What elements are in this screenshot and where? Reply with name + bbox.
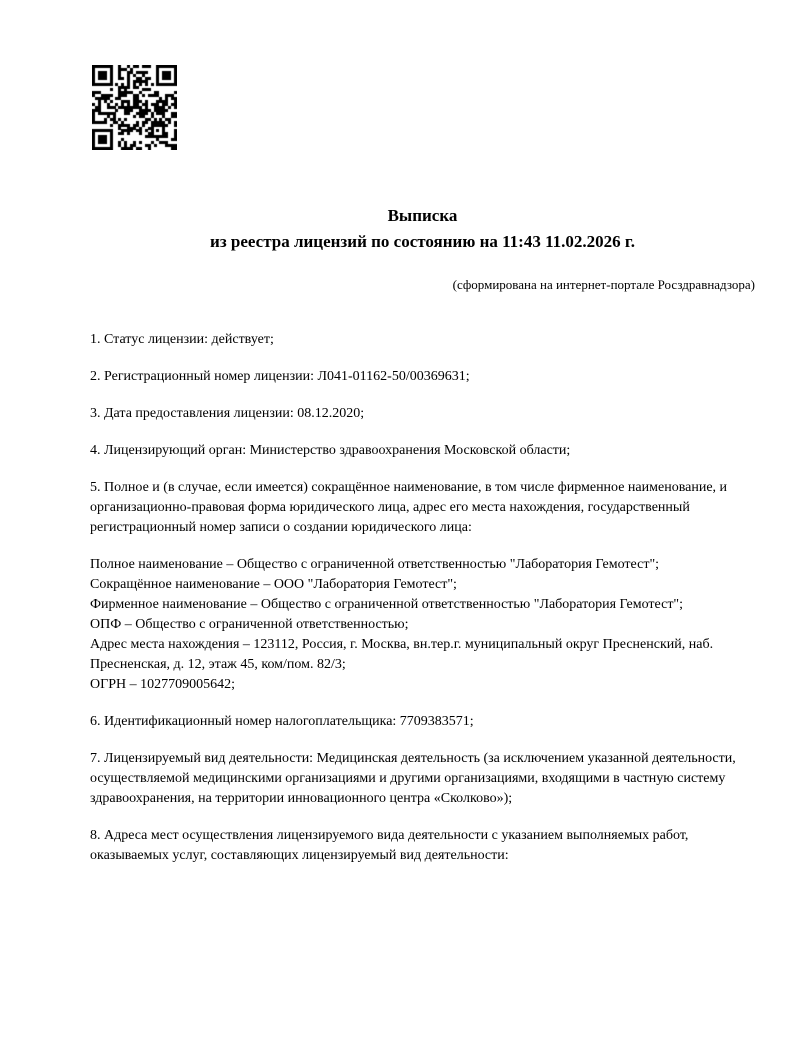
- org-address: Адрес места нахождения – 123112, Россия, г. Москва, вн.тер.г. муниципальный округ Пресненский, наб. Пресненская, д. 12, этаж 45, ком/пом. 82/3;: [90, 637, 714, 672]
- licensing-authority: 4. Лицензирующий орган: Министерство здравоохранения Московской области;: [90, 443, 571, 458]
- taxpayer-inn: 6. Идентификационный номер налогоплательщика: 7709383571;: [90, 714, 474, 729]
- org-details-block: [90, 555, 755, 695]
- license-grant-date: 3. Дата предоставления лицензии: 08.12.2020;: [90, 406, 365, 421]
- licensed-activity: 7. Лицензируемый вид деятельности: Медицинская деятельность (за исключением указанной деятельности, осуществляемой медицинскими организациями и другими организациями, входящими в частную систему здравоохранения, на территории инновационного центра «Сколково»);: [90, 751, 736, 806]
- title-line-2: из реестра лицензий по состоянию на 11:43 11.02.2026 г.: [210, 232, 635, 251]
- license-registration-number: 2. Регистрационный номер лицензии: Л041-01162-50/00369631;: [90, 369, 470, 384]
- org-legal-form: ОПФ – Общество с ограниченной ответственностью;: [90, 617, 409, 632]
- activity-addresses-heading: 8. Адреса мест осуществления лицензируемого вида деятельности с указанием выполняемых работ, оказываемых услуг, составляющих лицензируемый вид деятельности:: [90, 828, 689, 863]
- document-title: [90, 203, 755, 255]
- org-name-section-heading: 5. Полное и (в случае, если имеется) сокращённое наименование, в том числе фирменное наименование, и организационно-правовая форма юридического лица, адрес его места нахождения, государственный регистрационный номер записи о создании юридического лица:: [90, 480, 728, 535]
- document-body: [90, 330, 755, 866]
- org-short-name: Сокращённое наименование – ООО "Лаборатория Гемотест";: [90, 577, 457, 592]
- org-ogrn: ОГРН – 1027709005642;: [90, 677, 235, 692]
- org-full-name: Полное наименование – Общество с ограниченной ответственностью "Лаборатория Гемотест";: [90, 557, 660, 572]
- document-content: [90, 203, 755, 883]
- org-brand-name: Фирменное наименование – Общество с ограниченной ответственностью "Лаборатория Гемотест";: [90, 597, 684, 612]
- title-line-1: Выписка: [387, 206, 458, 225]
- document-subtitle: (сформирована на интернет-портале Росздравнадзора): [452, 277, 755, 292]
- qr-code-icon: [92, 65, 177, 150]
- license-status: 1. Статус лицензии: действует;: [90, 332, 274, 347]
